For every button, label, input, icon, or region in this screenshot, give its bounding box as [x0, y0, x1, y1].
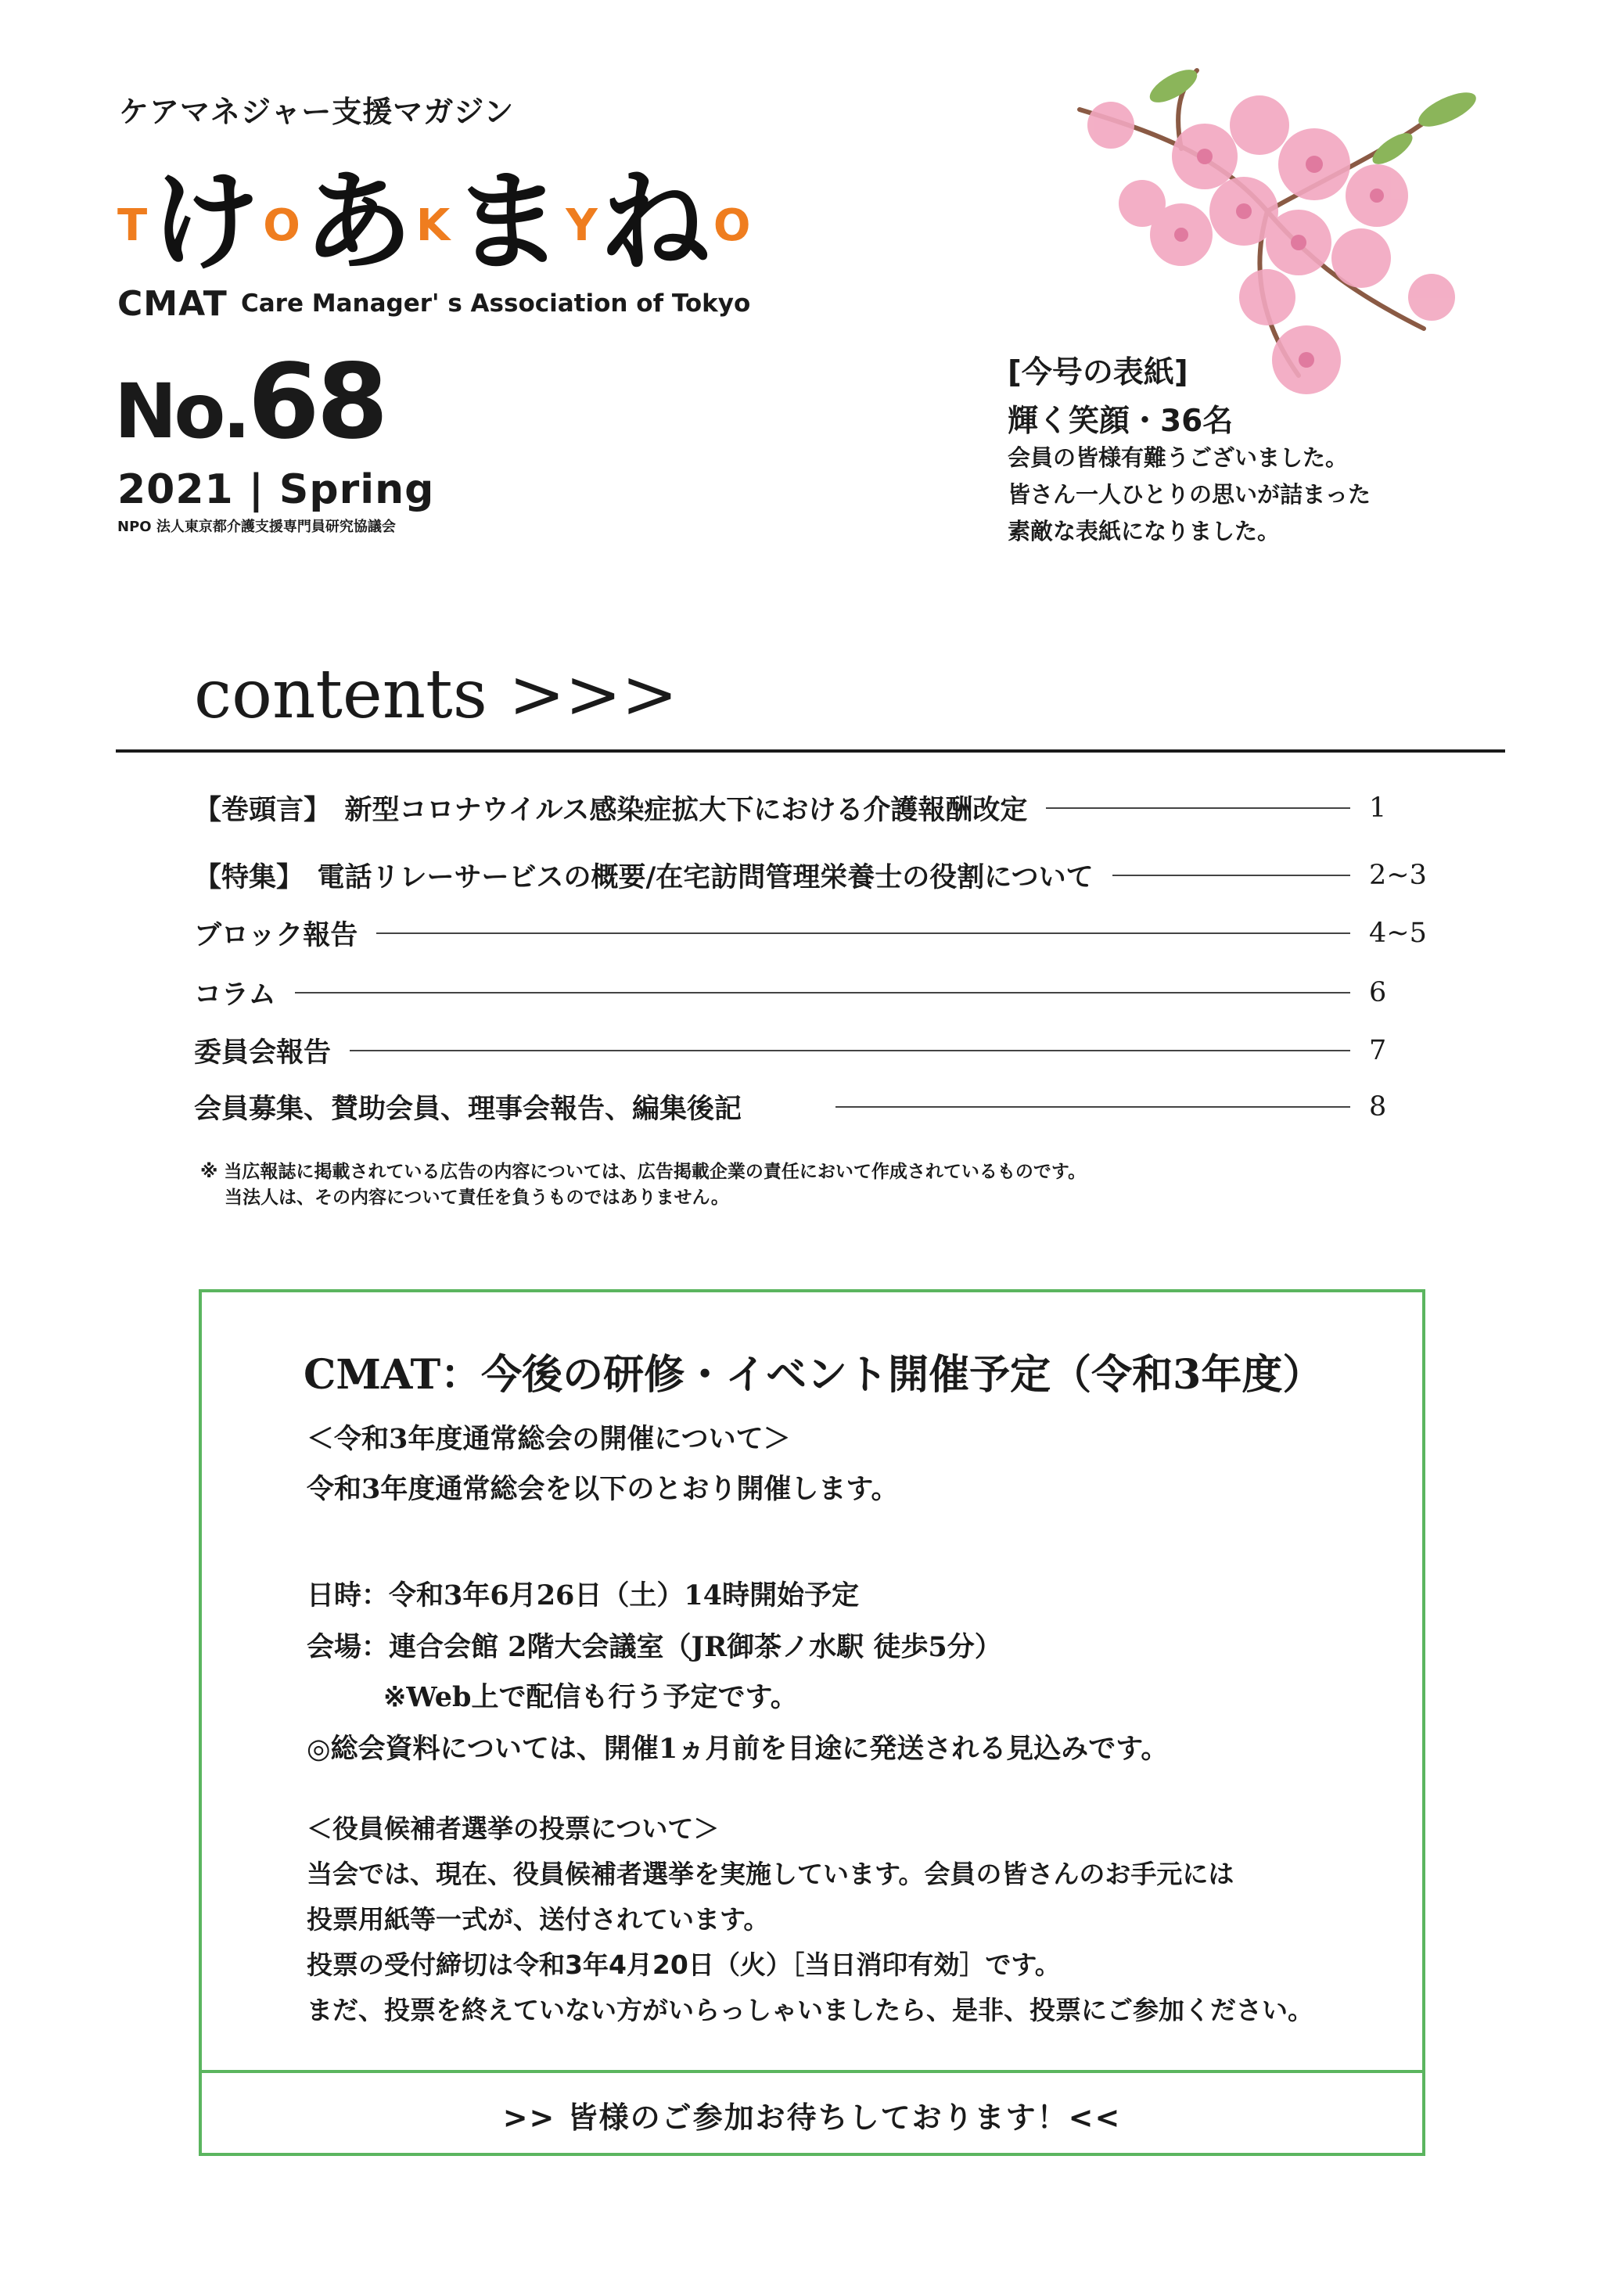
contents-divider: [116, 749, 1505, 753]
toc-page: 7: [1369, 1035, 1387, 1066]
cover-description: [1008, 440, 1524, 550]
logo-letter: K: [415, 200, 451, 251]
magazine-logo: [117, 160, 750, 286]
toc-leader: [376, 932, 1350, 934]
toc-leader: [1046, 807, 1350, 809]
toc-leader: [350, 1050, 1350, 1051]
cmat-full-name: Care Manager' s Association of Tokyo: [241, 289, 751, 318]
toc-leader: [1112, 875, 1350, 876]
logo-kana: ま: [453, 159, 563, 286]
event-box-divider: [199, 2070, 1425, 2073]
contents-title: contents >>>: [194, 656, 678, 734]
meeting-heading: ＜令和3年度通常総会の開催について＞: [307, 1423, 791, 1455]
toc-label: 【特集】 電話リレーサービスの概要/在宅訪問管理栄養士の役割について: [194, 862, 1094, 893]
toc-label: ブロック報告: [194, 920, 358, 951]
event-title: CMAT：今後の研修・イベント開催予定（令和3年度）: [304, 1351, 1324, 1399]
toc-page: 1: [1369, 792, 1387, 824]
event-footer-message: >> 皆様のご参加お待ちしております！<<: [502, 2100, 1122, 2135]
cmat-abbrev: CMAT: [117, 284, 228, 324]
toc-leader: [295, 992, 1350, 993]
issue-season: 2021 | Spring: [117, 466, 435, 513]
toc-item[interactable]: [194, 914, 1430, 953]
vote-line: 当会では、現在、役員候補者選挙を実施しています。会員の皆さんのお手元には: [307, 1859, 1234, 1889]
toc-item[interactable]: [194, 1087, 1430, 1126]
toc-label: 会員募集、賛助会員、理事会報告、編集後記: [194, 1094, 742, 1125]
meeting-venue: 会場：連合会館 2階大会議室（JR御茶ノ水駅 徒歩5分）: [307, 1631, 1002, 1663]
logo-kana: け: [150, 159, 261, 286]
disclaimer-notes: [200, 1159, 1086, 1211]
toc-label: 【巻頭言】 新型コロナウイルス感染症拡大下における介護報酬改定: [194, 795, 1028, 826]
meeting-date: 日時：令和3年6月26日（土）14時開始予定: [307, 1579, 860, 1612]
toc-page: 6: [1369, 977, 1387, 1008]
vote-heading: ＜役員候補者選挙の投票について＞: [307, 1813, 720, 1844]
cover-line: 皆さん一人ひとりの思いが詰まった: [1008, 481, 1371, 508]
toc-page: 2~3: [1369, 860, 1427, 891]
toc-item[interactable]: [194, 856, 1430, 895]
toc-label: コラム: [194, 979, 276, 1011]
meeting-materials: ◎総会資料については、開催1ヵ月前を目途に発送される見込みです。: [307, 1733, 1169, 1765]
issue-digits: 68: [247, 342, 386, 462]
logo-kana: あ: [303, 159, 413, 286]
toc-item[interactable]: [194, 789, 1430, 828]
toc-item[interactable]: [194, 1031, 1430, 1070]
issue-prefix: No.: [114, 368, 248, 455]
logo-letter: T: [117, 200, 148, 251]
vote-line: まだ、投票を終えていない方がいらっしゃいましたら、是非、投票にご参加ください。: [307, 1995, 1313, 2025]
vote-line: 投票の受付締切は令和3年4月20日（火）［当日消印有効］です。: [307, 1949, 1061, 1980]
logo-letter: O: [263, 200, 300, 251]
magazine-subtitle: ケアマネジャー支援マガジン: [119, 95, 515, 129]
logo-letter: O: [713, 200, 751, 251]
publisher-name: NPO 法人東京都介護支援専門員研究協議会: [117, 519, 396, 535]
disclaimer-line: 当法人は、その内容について責任を負うものではありません。: [200, 1188, 729, 1208]
cover-label: [今号の表紙]: [1008, 355, 1188, 390]
cover-line: 素敵な表紙になりました。: [1008, 518, 1281, 544]
disclaimer-line: ※ 当広報誌に掲載されている広告の内容については、広告掲載企業の責任において作成されているものです。: [200, 1162, 1087, 1182]
cover-line: 会員の皆様有難うございました。: [1008, 444, 1349, 471]
toc-page: 4~5: [1369, 918, 1427, 949]
vote-line: 投票用紙等一式が、送付されています。: [307, 1904, 770, 1935]
toc-label: 委員会報告: [194, 1037, 332, 1069]
meeting-web-note: ※Web上で配信も行う予定です。: [383, 1681, 798, 1713]
toc-leader: [835, 1106, 1350, 1108]
toc-page: 8: [1369, 1091, 1387, 1123]
meeting-intro: 令和3年度通常総会を以下のとおり開催します。: [307, 1473, 899, 1505]
logo-kana: ね: [600, 159, 710, 286]
toc-item[interactable]: [194, 973, 1430, 1012]
cover-heading: 輝く笑顔・36名: [1008, 404, 1234, 439]
logo-letter: Y: [566, 200, 598, 251]
issue-number: [114, 342, 386, 462]
